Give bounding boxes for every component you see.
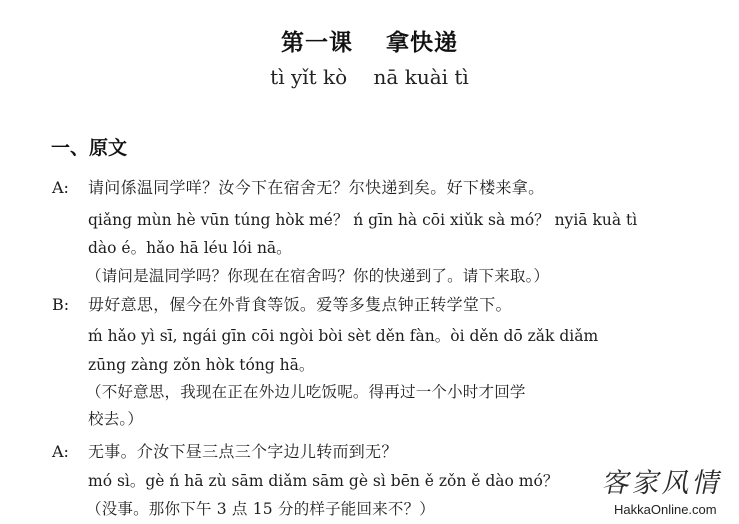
dialogue-hakka-line: 无事。介汝下昼三点三个字边儿转而到无？: [88, 442, 398, 461]
dialogue-translation-line: 校去。）: [88, 410, 144, 428]
section-heading: 一、原文: [51, 137, 128, 159]
dialogue-hakka-line: 请问係温同学咩？汝今下在宿舍无？尔快递到矣。好下楼来拿。: [88, 178, 545, 197]
dialogue-pinyin-line: qiǎng mùn hè vūn túng hòk mé？ ń gīn hà cōi xiǔk sà mó？ nyiā kuà tì: [88, 211, 638, 229]
speaker-label: B:: [52, 295, 70, 314]
lesson-title: 第一课 拿快递: [280, 30, 458, 56]
dialogue-pinyin-line: dào é。hǎo hā léu lói nā。: [88, 239, 292, 257]
speaker-label: A:: [52, 178, 69, 197]
watermark-calligraphy: 客家风情: [600, 468, 727, 499]
dialogue-translation-line: （没事。那你下午 3 点 15 分的样子能回来不？）: [86, 500, 435, 518]
dialogue-translation-line: （请问是温同学吗？你现在在宿舍吗？你的快递到了。请下来取。）: [86, 267, 550, 285]
dialogue-pinyin-line: ḿ hǎo yì sī, ngái gīn cōi ngòi bòi sèt děn fàn。òi děn dō zǎk diǎm: [88, 327, 599, 345]
dialogue-pinyin-line: mó sì。gè ń hā zù sām diǎm sām gè sì bēn ě zǒn ě dào mó？: [88, 472, 559, 490]
speaker-label: A:: [52, 442, 69, 461]
dialogue-translation-line: （不好意思，我现在正在外边儿吃饭呢。得再过一个小时才回学: [86, 383, 526, 401]
dialogue-pinyin-line: zūng zàng zǒn hòk tóng hā。: [88, 356, 315, 374]
lesson-title-pinyin: tì yǐt kò nā kuài tì: [270, 65, 469, 89]
watermark-url: HakkaOnline.com: [614, 502, 717, 517]
dialogue-hakka-line: 毋好意思，偓今在外背食等饭。爱等多隻点钟正转学堂下。: [88, 295, 512, 314]
